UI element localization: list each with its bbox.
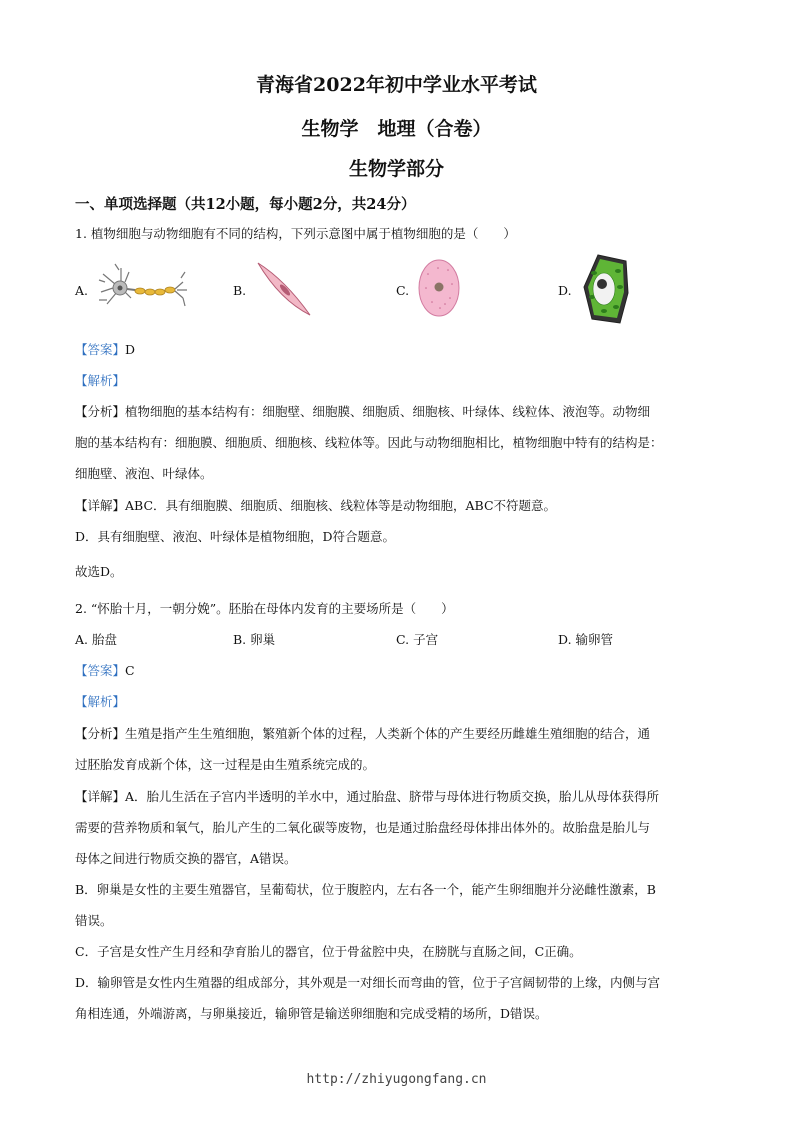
q1-fenxi-line3: 细胞壁、液泡、叶绿体。 xyxy=(75,466,213,481)
q2-answer: C xyxy=(125,663,135,678)
q2-fenxi-line1 xyxy=(75,724,650,742)
q1-fenxi-line1 xyxy=(75,402,650,420)
answer-tag: 【答案】 xyxy=(75,342,126,357)
q1-xiangjie-line1 xyxy=(75,496,556,514)
q2-fenxi-line2: 过胚胎发育成新个体，这一过程是由生殖系统完成的。 xyxy=(75,757,376,772)
animal-cell-image xyxy=(418,258,460,318)
xiangjie-tag: 【详解】 xyxy=(75,498,126,513)
q1-xiangjie-line2: D．具有细胞壁、液泡、叶绿体是植物细胞，D符合题意。 xyxy=(75,529,396,544)
q2-analysis-tag: 【解析】 xyxy=(75,694,126,709)
q2-b-line1: B．卵巢是女性的主要生殖器官，呈葡萄状，位于腹腔内，左右各一个，能产生卵细胞并分泌雌性激素，B xyxy=(75,882,656,897)
q2-option-d: D. 输卵管 xyxy=(558,632,614,647)
q2-answer-line xyxy=(75,661,135,679)
q2-fenxi-text1: 生殖是指产生生殖细胞，繁殖新个体的过程，人类新个体的产生要经历雌雄生殖细胞的结合，通 xyxy=(125,726,651,741)
q1-option-c: C. xyxy=(396,283,410,298)
q2-d-line2: 角相连通，外端游离，与卵巢接近，输卵管是输送卵细胞和完成受精的场所，D错误。 xyxy=(75,1006,548,1021)
q1-analysis-tag: 【解析】 xyxy=(75,373,126,388)
q1-answer: D xyxy=(125,342,136,357)
q1-answer-line xyxy=(75,340,135,358)
section-heading: 一、单项选择题（共12小题，每小题2分，共24分） xyxy=(75,196,416,213)
exam-subtitle: 生物学 地理（合卷） xyxy=(301,118,492,140)
xiangjie-tag: 【详解】 xyxy=(75,789,126,804)
neuron-image xyxy=(95,262,190,312)
plant-cell-image xyxy=(582,253,630,325)
q1-option-b: B. xyxy=(233,283,247,298)
q1-stem: 1. 植物细胞与动物细胞有不同的结构，下列示意图中属于植物细胞的是（ ） xyxy=(75,226,516,241)
q2-option-a: A. 胎盘 xyxy=(75,632,117,647)
q2-xiangjie-line3: 母体之间进行物质交换的器官，A错误。 xyxy=(75,851,297,866)
smooth-muscle-cell-image xyxy=(255,260,313,318)
q2-option-c: C. 子宫 xyxy=(396,632,439,647)
q2-option-b: B. 卵巢 xyxy=(233,632,276,647)
exam-title: 青海省2022年初中学业水平考试 xyxy=(256,74,537,96)
fenxi-tag: 【分析】 xyxy=(75,404,126,419)
q2-c-line1: C．子宫是女性产生月经和孕育胎儿的器官，位于骨盆腔中央，在膀胱与直肠之间，C正确。 xyxy=(75,944,582,959)
part-title: 生物学部分 xyxy=(348,158,444,180)
q2-xiangjie-line2: 需要的营养物质和氧气，胎儿产生的二氧化碳等废物，也是通过胎盘经母体排出体外的。故胎盘是胎儿与 xyxy=(75,820,651,835)
q2-d-line1: D．输卵管是女性内生殖器的组成部分，其外观是一对细长而弯曲的管，位于子宫阔韧带的上缘，内侧与宫 xyxy=(75,975,661,990)
fenxi-tag: 【分析】 xyxy=(75,726,126,741)
q1-option-d: D. xyxy=(558,283,572,298)
q2-xiangjie-line1 xyxy=(75,787,659,805)
q2-xiangjie-text1: A．胎儿生活在子宫内半透明的羊水中，通过胎盘、脐带与母体进行物质交换，胎儿从母体获得所 xyxy=(125,789,660,804)
q2-stem: 2. “怀胎十月，一朝分娩”。胚胎在母体内发育的主要场所是（ ） xyxy=(75,601,454,616)
footer-url[interactable]: http://zhiyugongfang.cn xyxy=(306,1072,487,1087)
answer-tag: 【答案】 xyxy=(75,663,126,678)
q1-conclusion: 故选D。 xyxy=(75,564,123,579)
q1-xiangjie-text1: ABC．具有细胞膜、细胞质、细胞核、线粒体等是动物细胞，ABC不符题意。 xyxy=(125,498,557,513)
q2-b-line2: 错误。 xyxy=(75,913,113,928)
q1-fenxi-line2: 胞的基本结构有：细胞膜、细胞质、细胞核、线粒体等。因此与动物细胞相比，植物细胞中特有的结构是： xyxy=(75,435,663,450)
q1-fenxi-text1: 植物细胞的基本结构有：细胞壁、细胞膜、细胞质、细胞核、叶绿体、线粒体、液泡等。动物细 xyxy=(125,404,651,419)
q1-option-a: A. xyxy=(75,283,89,298)
